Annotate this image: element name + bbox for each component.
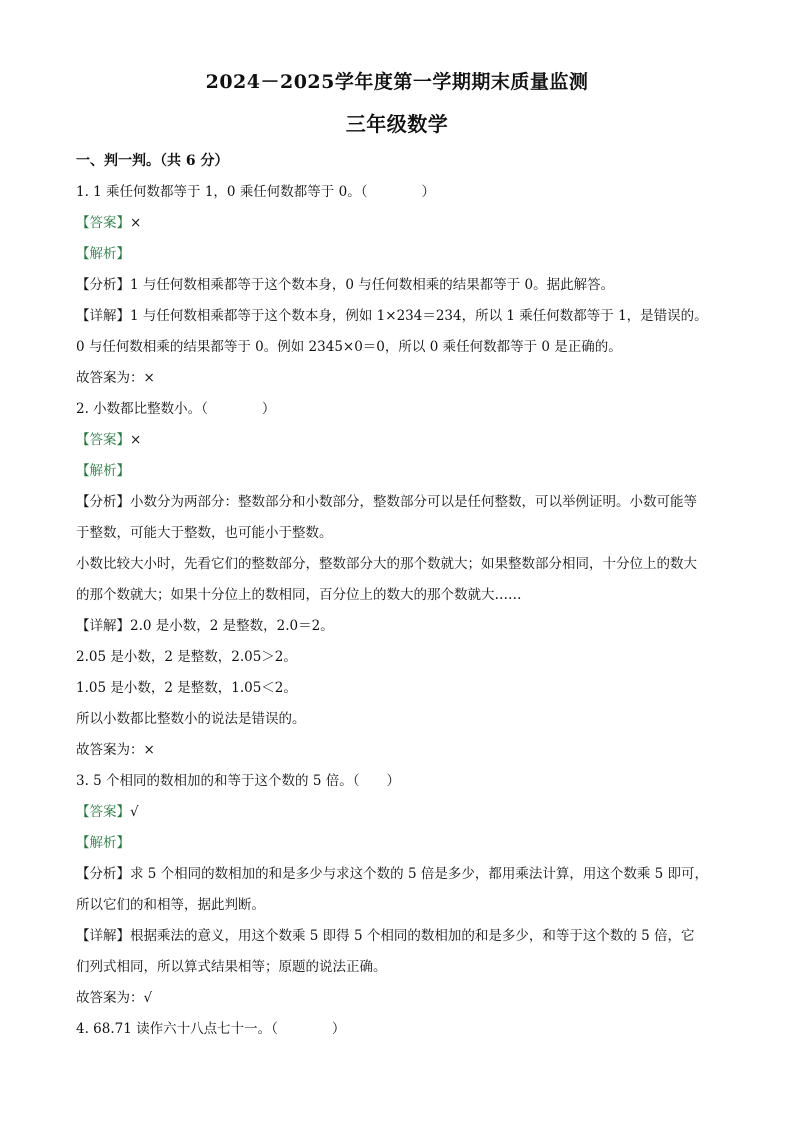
- analysis-label: 【解析】: [76, 835, 130, 851]
- analysis-label: 【解析】: [76, 463, 130, 479]
- xiangjie-label: 【详解】: [76, 618, 130, 634]
- question-1-xiangjie-cont: 0 与任何数相乘的结果都等于 0。例如 2345×0＝0，所以 0 乘任何数都等于 0 是正确的。: [76, 339, 622, 355]
- document-subtitle: 三年级数学: [345, 112, 449, 136]
- question-2-answer: [76, 425, 736, 456]
- xiangjie-label: 【详解】: [76, 928, 130, 944]
- question-2-paragraph-cont: 的那个数就大；如果十分位上的数相同，百分位上的数大的那个数就大……: [76, 587, 522, 603]
- xiangjie-label: 【详解】: [76, 308, 130, 324]
- question-2-line: 所以小数都比整数小的说法是错误的。: [76, 711, 306, 727]
- fenxi-label: 【分析】: [76, 277, 130, 293]
- question-1-conclusion: 故答案为：×: [76, 370, 155, 386]
- question-3-xiangjie: [76, 921, 736, 952]
- question-1-stem: 1. 1 乘任何数都等于 1，0 乘任何数都等于 0。（ ）: [76, 184, 435, 200]
- xiangjie-text: 2.0 是小数，2 是整数，2.0＝2。: [130, 618, 334, 634]
- question-3-fenxi-cont: 所以它们的和相等，据此判断。: [76, 897, 265, 913]
- question-1-fenxi: [76, 270, 736, 301]
- question-3-stem: 3. 5 个相同的数相加的和等于这个数的 5 倍。（ ）: [76, 773, 400, 789]
- analysis-label: 【解析】: [76, 246, 130, 262]
- question-2-fenxi-cont: 于整数，可能大于整数，也可能小于整数。: [76, 525, 333, 541]
- fenxi-text: 求 5 个相同的数相加的和是多少与求这个数的 5 倍是多少，都用乘法计算，用这个数乘 5 即可，: [130, 866, 709, 882]
- question-1-answer: [76, 208, 736, 239]
- answer-value: √: [130, 804, 139, 820]
- question-4-stem: 4. 68.71 读作六十八点七十一。（ ）: [76, 1021, 346, 1037]
- question-3-answer: [76, 797, 736, 828]
- question-2-stem: 2. 小数都比整数小。（ ）: [76, 401, 276, 417]
- question-3-xiangjie-cont: 们列式相同，所以算式结果相等；原题的说法正确。: [76, 959, 387, 975]
- question-2-line: 2.05 是小数，2 是整数，2.05＞2。: [76, 649, 297, 665]
- question-2-analysis: [76, 456, 736, 487]
- fenxi-text: 小数分为两部分：整数部分和小数部分，整数部分可以是任何整数，可以举例证明。小数可能等: [130, 494, 697, 510]
- answer-value: ×: [130, 215, 142, 231]
- question-3-fenxi: [76, 859, 736, 890]
- document-body: [76, 146, 736, 1045]
- question-2-line: 1.05 是小数，2 是整数，1.05＜2。: [76, 680, 297, 696]
- question-2-xiangjie: [76, 611, 736, 642]
- fenxi-label: 【分析】: [76, 494, 130, 510]
- answer-label: 【答案】: [76, 804, 130, 820]
- answer-value: ×: [130, 432, 142, 448]
- question-2-conclusion: 故答案为：×: [76, 742, 155, 758]
- xiangjie-text: 根据乘法的意义，用这个数乘 5 即得 5 个相同的数相加的和是多少，和等于这个数的 5 倍，它: [130, 928, 695, 944]
- question-1-xiangjie: [76, 301, 736, 332]
- question-2-paragraph: 小数比较大小时，先看它们的整数部分，整数部分大的那个数就大；如果整数部分相同，十分位上的数大: [76, 556, 697, 572]
- fenxi-label: 【分析】: [76, 866, 130, 882]
- question-2-fenxi: [76, 487, 736, 518]
- answer-label: 【答案】: [76, 215, 130, 231]
- question-3-conclusion: 故答案为：√: [76, 990, 153, 1006]
- document-title: 2024－2025学年度第一学期期末质量监测: [205, 71, 589, 93]
- fenxi-text: 1 与任何数相乘都等于这个数本身，0 与任何数相乘的结果都等于 0。据此解答。: [130, 277, 615, 293]
- question-1-analysis: [76, 239, 736, 270]
- section-heading: 一、判一判。（共 6 分）: [76, 153, 229, 169]
- question-3-analysis: [76, 828, 736, 859]
- answer-label: 【答案】: [76, 432, 130, 448]
- xiangjie-text: 1 与任何数相乘都等于这个数本身，例如 1×234＝234，所以 1 乘任何数都等于 1，是错误的。: [130, 308, 708, 324]
